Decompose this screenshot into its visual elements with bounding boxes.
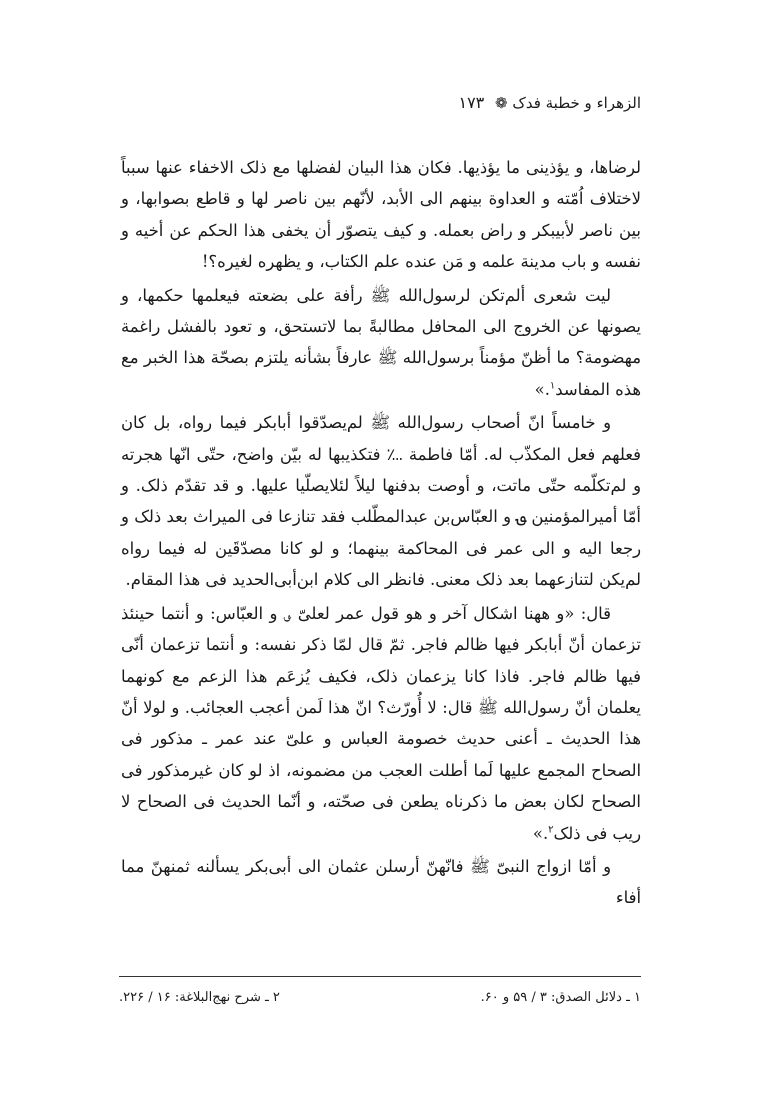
- paragraph-3: و خامساً انّ أصحاب رسول‌الله ﷺ لم‌یصدّقوا أبابکر فیما رواه، بل کان فعلهم فعل المکذّب له. أمّا فاطمة ؊ فتکذیبها له بیّن واضح، حتّی انّها هجرته و لم‌تکلّمه حتّی ماتت، و أوصت بدفنها لیلاً لئلا‌یصلّیا علیها. و قد تقدّم ذلک. و أمّا أمیرالمؤمنین ؈ و العبّاس‌بن عبدالمطّلب فقد تنازعا فی المیراث بعد ذلک و رجعا الیه و الی عمر فی المحاکمة بینهما؛ و لو کانا مصدّقَین له فیما رواه لم‌یکن لتنازعهما بعد ذلک معنی. فانظر الی کلام ابن‌أبی‌الحدید فی هذا المقام.: [121, 413, 641, 590]
- footnote-2: ۲ ـ شرح نهج‌البلاغة: ۱۶ / ۲۲۶.: [119, 990, 280, 1005]
- page-number: ۱۷۳: [458, 93, 485, 112]
- paragraph-4: [121, 598, 641, 849]
- header-title: الزهراء و خطبة فدک: [512, 94, 641, 112]
- paragraph-4-text: قال: «و ههنا اشکال آخر و هو قول عمر لعلیّ ؈ و العبّاس: و أنتما حینئذ تزعمان أنّ أبابکر فیها ظالم فاجر. ثمّ قال لمّا ذکر نفسه: و أنتما تزعمان أنّی فیها ظالم فاجر. فاذا کانا یزعمان ذلک، فکیف یُزعَم هذا الزعم مع کونهما یعلمان أنّ رسول‌الله ﷺ قال: لا أُورّث؟ انّ هذا لَمن أعجب العجائب. و لولا أنّ هذا الحدیث ـ أعنی حدیث خصومة العباس و علیّ عند عمر ـ مذکور فی الصحاح المجمع علیها لَما أطلت العجب من مضمونه، اذ لو کان غیرمذکور فی الصحاح لکان بعض ما ذکرناه یطعن فی صحّته، و أنّما الحدیث فی الصحاح لا ریب فی ذلک: [121, 603, 641, 843]
- paragraph-5: و أمّا ازواج النبیّ ﷺ فانّهنّ أرسلن عثمان الی أبی‌بکر یسألنه ثمنهنّ مما أفاء: [121, 856, 641, 908]
- header-separator-icon: ❁: [495, 94, 508, 112]
- paragraph-4-end: .»: [532, 823, 549, 843]
- footnote-ref-1: ۱: [549, 380, 556, 392]
- footnote-ref-2: ۲: [548, 824, 554, 836]
- footnotes: [119, 988, 641, 1008]
- body-text: [121, 152, 641, 914]
- running-header: [458, 92, 641, 114]
- footnote-1: ۱ ـ دلائل الصدق: ۳ / ۵۹ و ۶۰.: [480, 990, 641, 1005]
- paragraph-2-end: .»: [534, 379, 550, 399]
- paragraph-2-text: لیت شعری ألم‌تکن لرسول‌الله ﷺ رأفة علی بضعته فیعلمها حکمها، و یصونها عن الخروج الی المحافل مطالبةً بما لاتستحق، و تعود بالفشل راغمة مهضومة؟ ما أظنّ مؤمناً برسول‌الله ﷺ عارفاً بشأنه یلتزم بصحّة هذا الخبر مع هذه المفاسد: [121, 285, 641, 399]
- paragraph-1: لرضاها، و یؤذینی ما یؤذیها. فکان هذا البیان لفضلها مع ذلک الاخفاء عنها سبباً لاختلاف اُمّته و العداوة بینهم الی الأبد، لأنّهم بین ناصر لها و قاطع بصوابها، و بین ناصر لأبیبکر و راض بعمله. و کیف یتصوّر أن یخفی هذا الحکم عن أخیه و نفسه و باب مدینة علمه و مَن عنده علم الکتاب، و یظهره لغیره؟!: [121, 158, 641, 272]
- footnote-divider: [119, 976, 641, 977]
- paragraph-2: [121, 280, 641, 406]
